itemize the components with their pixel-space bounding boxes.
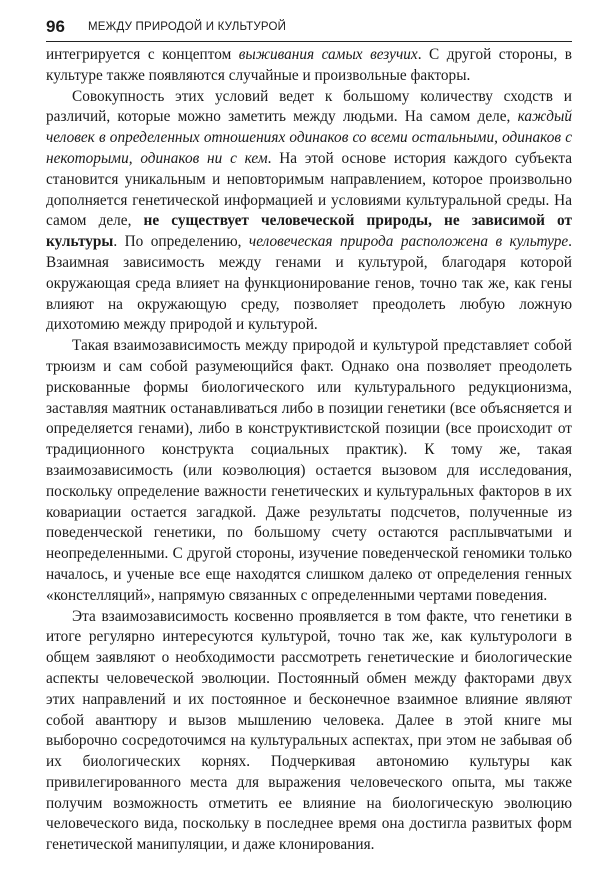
bold-phrase: не существует человеческой природы, не зависимой от культуры xyxy=(46,212,572,251)
paragraph-2 xyxy=(46,87,572,337)
text-segment: Совокупность этих условий ведет к большому количеству сходств и различий, которые можно заметить между людьми. На самом деле, xyxy=(46,87,572,126)
text-segment: интегрируется с концептом xyxy=(46,46,239,63)
text-segment: . С другой стороны, в культуре также появляются случайные и произвольные факторы. xyxy=(46,46,572,84)
paragraph-1 xyxy=(46,45,572,87)
text-segment: . На этой основе история каждого субъекта становится уникальным и неповторимым направлением, которое произвольно дополняется генетической информацией и условиями культуральной среды. На самом деле, xyxy=(46,149,572,230)
text-segment: Такая взаимозависимость между природой и культурой представляет собой трюизм и сам собой разумеющийся факт. Однако она позволяет преодолеть рискованные формы биологического или культурального редукционизма, заставляя маятник останавливаться либо в позиции генетики (все объясняется и определяется генами), либо в конструктивистской позиции (все происходит от традиционного конструкта социальных практик). К тому же, такая взаимозависимость (или коэволюция) остается вызовом для исследования, поскольку определение важности генетических и культуральных факторов в их ковариации остается загадкой. Даже результаты подсчетов, полученные из поведенческой генетики, по большому счету остаются расплывчатыми и неопределенными. С другой стороны, изучение поведенческой геномики только началось, и ученые все еще находятся слишком далеко от определения генных «констелляций», напрямую связанных с определенными чертами поведения. xyxy=(46,337,572,604)
italic-phrase: человеческая природа расположена в культуре xyxy=(248,233,569,251)
paragraph-4 xyxy=(46,607,572,857)
italic-phrase: выживания самых везучих xyxy=(238,46,418,63)
paragraph-3 xyxy=(46,336,572,606)
text-segment: Эта взаимозависимость косвенно проявляется в том факте, что генетики в итоге регулярно интересуются культурой, точно так же, как культурологи в общем заявляют о необходимости рассмотреть генетические и биологические аспекты человеческой эволюции. Постоянный обмен между факторами двух этих направлений и их постоянное и бесконечное взаимное влияние являют собой авантюру и вызов мышлению человека. Далее в этой книге мы выборочно сосредоточимся на культуральных аспектах, при этом не забывая об их биологических корнях. Подчеркивая автономию культуры как привилегированного места для выражения человеческого опыта, мы также получим возможность отметить ее влияние на биологическую эволюцию человеческого вида, поскольку в последнее время она достигла развитых форм генетической манипуляции, и даже клонирования. xyxy=(46,607,572,854)
page-number: 96 xyxy=(46,17,65,36)
text-segment: . Взаимная зависимость между генами и культурой, благодаря которой окружающая среда влияет на функционирование генов, точно так же, как гены влияют на окружающую среду, позволяет преодолеть любую ложную дихотомию между природой и культурой. xyxy=(46,233,572,334)
italic-phrase: каждый человек в определенных отношениях одинаков со всеми остальными, одинаков с некоторыми, одинаков ни с кем xyxy=(46,108,572,167)
text-segment: . По определению, xyxy=(113,233,249,251)
running-title: МЕЖДУ ПРИРОДОЙ И КУЛЬТУРОЙ xyxy=(88,21,287,33)
body-text xyxy=(46,45,572,856)
page-header xyxy=(46,17,572,42)
